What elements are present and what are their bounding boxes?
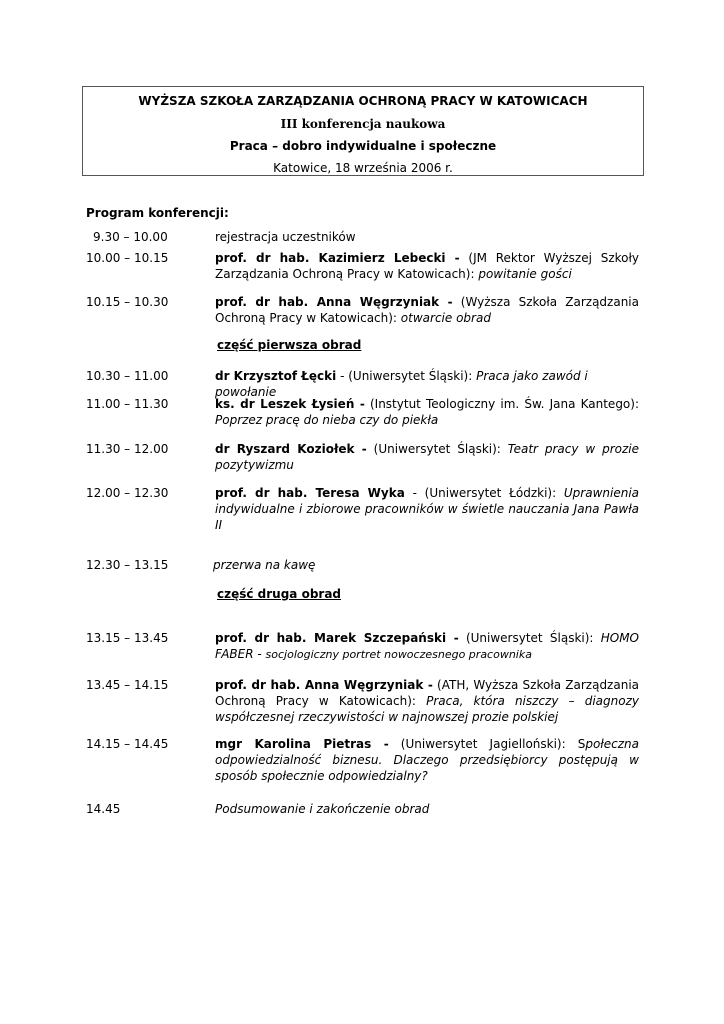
- talk-title: Praca, która niszczy – diagnozy współczesnej rzeczywistości w najnowszej prozie polskiej: [215, 694, 639, 724]
- row-time: 9.30 – 10.00: [93, 230, 168, 244]
- speaker-name: dr Krzysztof Łęcki: [215, 369, 337, 383]
- conference-theme: Praca – dobro indywidualne i społeczne: [229, 139, 497, 153]
- institution-name: WYŻSZA SZKOŁA ZARZĄDZANIA OCHRONĄ PRACY W KATOWICACH: [138, 94, 588, 108]
- speaker-name: prof. dr hab. Kazimierz Lebecki -: [215, 251, 460, 265]
- talk-subtitle: socjologiczny portret nowoczesnego pracownika: [265, 648, 532, 661]
- talk-title: HOMO FABER -: [215, 631, 639, 661]
- break-label: przerwa na kawę: [213, 558, 316, 572]
- affiliation: (Wyższa Szkoła Zarządzania Ochroną Pracy w Katowicach):: [215, 295, 639, 325]
- affiliation: (ATH, Wyższa Szkoła Zarządzania Ochroną Pracy w Katowicach):: [215, 678, 640, 708]
- talk-title: otwarcie obrad: [400, 311, 491, 325]
- row-desc: [215, 677, 639, 725]
- row-time: 11.00 – 11.30: [86, 397, 169, 411]
- section-heading-1: część pierwsza obrad: [217, 338, 362, 352]
- conference-name: III konferencja naukowa: [280, 117, 446, 131]
- speaker-name: prof. dr hab. Anna Węgrzyniak -: [215, 678, 433, 692]
- speaker-name: ks. dr Leszek Łysień -: [215, 397, 365, 411]
- row-desc: [215, 250, 639, 282]
- talk-title: Poprzez pracę do nieba czy do piekła: [215, 413, 439, 427]
- row-desc: [213, 557, 639, 573]
- speaker-name: mgr Karolina Pietras -: [215, 737, 389, 751]
- row-desc: [215, 630, 639, 663]
- header-box: [82, 86, 644, 176]
- affiliation: (Uniwersytet Śląski):: [366, 442, 508, 456]
- closing-label: Podsumowanie i zakończenie obrad: [215, 802, 430, 816]
- speaker-name: dr Ryszard Koziołek -: [215, 442, 367, 456]
- row-time: 12.30 – 13.15: [86, 558, 169, 572]
- row-time: 14.15 – 14.45: [86, 737, 169, 751]
- row-desc: [215, 396, 639, 428]
- talk-title: Uprawnienia indywidualne i zbiorowe pracowników w świetle nauczania Jana Pawła II: [215, 486, 640, 532]
- affiliation: - (Uniwersytet Łódzki):: [404, 486, 564, 500]
- talk-title: powitanie gości: [478, 267, 572, 281]
- program-title: Program konferencji:: [86, 206, 229, 220]
- speaker-name: prof. dr hab. Teresa Wyka: [215, 486, 405, 500]
- row-time: 10.15 – 10.30: [86, 295, 169, 309]
- row-time: 10.30 – 11.00: [86, 369, 169, 383]
- row-time: 12.00 – 12.30: [86, 486, 169, 500]
- row-desc: [215, 485, 639, 533]
- talk-title: Praca jako zawód i powołanie: [215, 369, 588, 399]
- row-time: 13.45 – 14.15: [86, 678, 169, 692]
- affiliation: (JM Rektor Wyższej Szkoły Zarządzania Ochroną Pracy w Katowicach):: [215, 251, 639, 281]
- speaker-name: prof. dr hab. Marek Szczepański -: [215, 631, 459, 645]
- talk-title: połeczna odpowiedzialność biznesu. Dlaczego przedsiębiorcy postępują w sposób społecznie odpowiedzialny?: [215, 737, 639, 783]
- row-desc: [215, 441, 639, 473]
- row-time: 14.45: [86, 802, 121, 816]
- affiliation: (Instytut Teologiczny im. Św. Jana Kantego):: [364, 397, 640, 411]
- row-text: rejestracja uczestników: [215, 230, 356, 244]
- affiliation: (Uniwersytet Jagielloński): S: [388, 737, 586, 751]
- speaker-name: prof. dr hab. Anna Węgrzyniak -: [215, 295, 453, 309]
- place-date: Katowice, 18 września 2006 r.: [273, 161, 453, 175]
- affiliation: (Uniwersytet Śląski):: [458, 631, 601, 645]
- row-time: 13.15 – 13.45: [86, 631, 169, 645]
- row-time: 11.30 – 12.00: [86, 442, 169, 456]
- row-desc: [215, 801, 639, 817]
- section-heading-2: część druga obrad: [217, 587, 342, 601]
- talk-title: Teatr pracy w prozie pozytywizmu: [215, 442, 639, 472]
- affiliation: - (Uniwersytet Śląski):: [336, 369, 477, 383]
- row-desc: [215, 736, 639, 784]
- row-desc: [215, 294, 639, 326]
- row-time: 10.00 – 10.15: [86, 251, 169, 265]
